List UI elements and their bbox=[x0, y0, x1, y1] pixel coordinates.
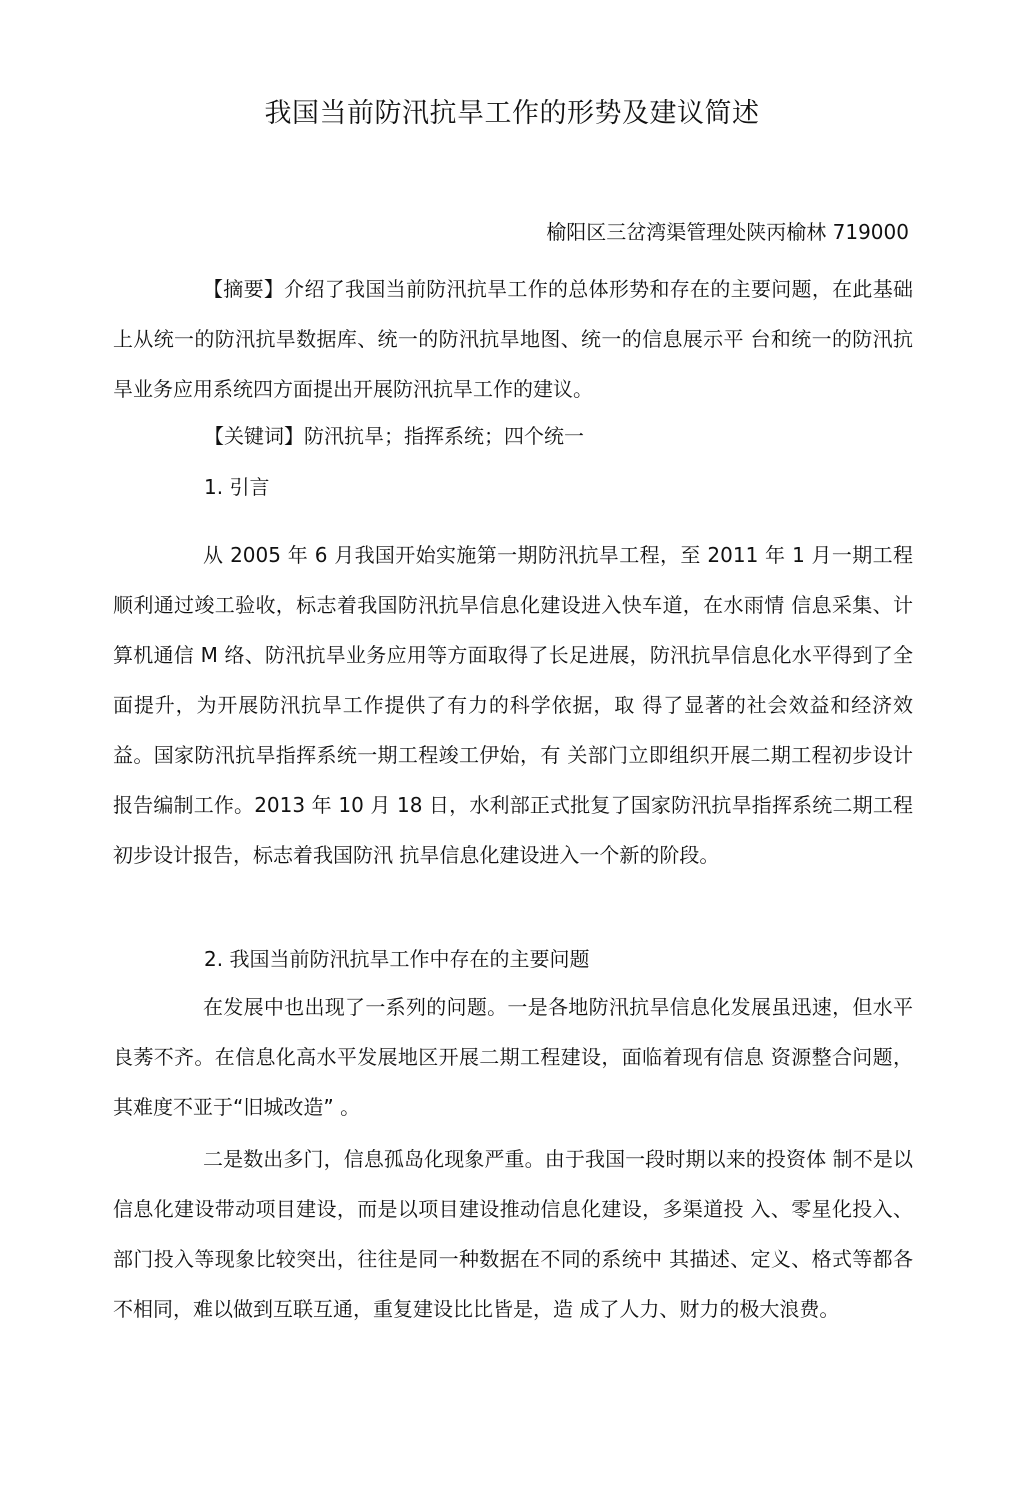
section-paragraph: 二是数出多门，信息孤岛化现象严重。由于我国一段时期以来的投资体 制不是以信息化建设带动项目建设，而是以项目建设推动信息化建设，多渠道投 入、零星化投入、部门投入等现象比较突出，往往是同一种数据在不同的系统中 其描述、定义、格式等都各不相同，难以做到互联互通，重复建设比比皆是，造 成了人力、财力的极大浪费。 bbox=[113, 1147, 913, 1321]
section-heading-introduction: 1. 引言 bbox=[204, 475, 270, 499]
document-title: 我国当前防汛抗旱工作的形势及建议简述 bbox=[264, 98, 760, 129]
section-paragraph: 在发展中也出现了一系列的问题。一是各地防汛抗旱信息化发展虽迅速，但水平良莠不齐。在信息化高水平发展地区开展二期工程建设，面临着现有信息 资源整合问题，其难度不亚于“旧城改造” 。 bbox=[113, 995, 913, 1119]
abstract-paragraph: 【摘要】介绍了我国当前防汛抗旱工作的总体形势和存在的主要问题，在此基础上从统一的防汛抗旱数据库、统一的防汛抗旱地图、统一的信息展示平 台和统一的防汛抗旱业务应用系统四方面提出开展防汛抗旱工作的建议。 bbox=[113, 277, 913, 401]
keywords-line: 【关键词】防汛抗旱；指挥系统；四个统一 bbox=[204, 424, 584, 448]
section-paragraph: 从 2005 年 6 月我国开始实施第一期防汛抗旱工程，至 2011 年 1 月一期工程顺利通过竣工验收，标志着我国防汛抗旱信息化建设进入快车道，在水雨情 信息采集、计算机通信 M 络、防汛抗旱业务应用等方面取得了长足进展，防汛抗旱信息化水平得到了全面提升，为开展防汛抗旱工作提供了有力的科学依据，取 得了显著的社会效益和经济效益。国家防汛抗旱指挥系统一期工程竣工伊始，有 关部门立即组织开展二期工程初步设计报告编制工作。2013 年 10 月 18 日，水利部正式批复了国家防汛抗旱指挥系统二期工程初步设计报告，标志着我国防汛 抗旱信息化建设进入一个新的阶段。 bbox=[113, 543, 913, 867]
author-affiliation: 榆阳区三岔湾渠管理处陕丙榆林 719000 bbox=[546, 220, 909, 244]
section-heading-main-problems: 2. 我国当前防汛抗旱工作中存在的主要问题 bbox=[204, 947, 590, 971]
